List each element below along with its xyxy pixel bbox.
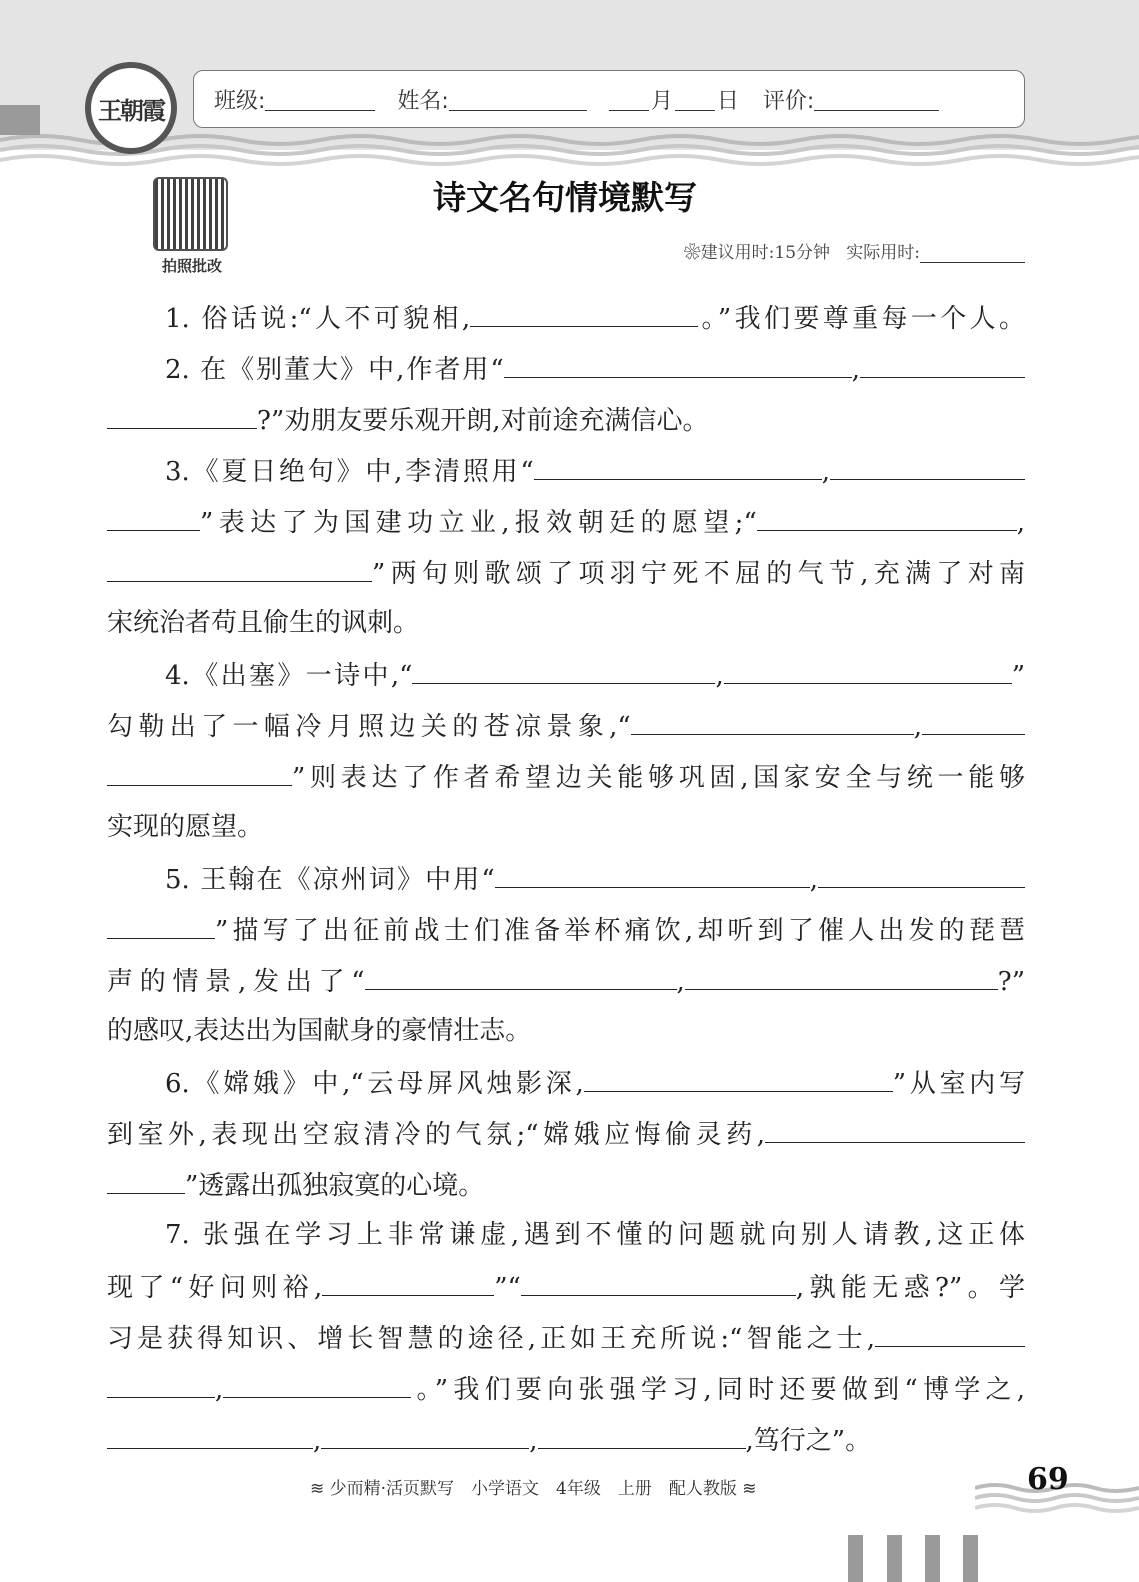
answer-blank[interactable] <box>724 649 1012 684</box>
answer-blank[interactable] <box>107 394 257 429</box>
line-text: ”则表达了作者希望边关能够巩固,国家安全与统一能够 <box>292 763 1025 793</box>
line-text: ”“ <box>494 1273 521 1303</box>
answer-blank[interactable] <box>495 853 810 888</box>
bottom-bar <box>925 1535 940 1582</box>
answer-blank[interactable] <box>922 700 1025 735</box>
line-text: ”描写了出征前战士们准备举杯痛饮,却听到了催人出发的琵琶 <box>215 916 1025 946</box>
text-line <box>107 1057 1025 1108</box>
qr-label: 拍照批改 <box>161 257 222 275</box>
line-text: , <box>809 865 818 895</box>
answer-blank[interactable] <box>107 1414 313 1449</box>
text-line <box>107 700 1025 751</box>
line-text: ?”劝朋友要乐观开朗,对前途充满信心。 <box>257 406 709 436</box>
text-line <box>107 649 1025 700</box>
text-line <box>107 343 1025 394</box>
answer-blank[interactable] <box>107 1159 185 1194</box>
line-text: 到室外,表现出空寂清冷的气氛;“嫦娥应悔偷灵药, <box>107 1120 765 1150</box>
line-text: 5. 王翰在《凉州词》中用“ <box>165 865 495 895</box>
answer-blank[interactable] <box>830 445 1025 480</box>
answer-blank[interactable] <box>818 853 1025 888</box>
text-line <box>107 1312 1025 1363</box>
bottom-bar <box>963 1535 978 1582</box>
line-text: 习是获得知识、增长智慧的途径,正如王充所说:“智能之士, <box>107 1324 875 1354</box>
answer-blank[interactable] <box>534 445 822 480</box>
answer-blank[interactable] <box>107 496 200 531</box>
line-text: 7. 张强在学习上非常谦虚,遇到不懂的问题就向别人请教,这正体 <box>165 1220 1025 1250</box>
text-line <box>107 1261 1025 1312</box>
line-text: 宋统治者苟且偷生的讽刺。 <box>107 608 420 638</box>
text-line <box>107 904 1025 955</box>
text-line <box>107 598 1025 649</box>
line-text: , <box>529 1426 538 1456</box>
rating-field[interactable] <box>814 88 939 111</box>
answer-blank[interactable] <box>107 751 292 786</box>
line-text: , <box>821 457 830 487</box>
header-wave-decoration <box>0 132 1139 168</box>
answer-blank[interactable] <box>521 1261 796 1296</box>
answer-blank[interactable] <box>321 1414 529 1449</box>
line-text: ” <box>1011 661 1025 691</box>
day-label: 日 <box>716 88 739 114</box>
footer-text: ≋ 少而精·活页默写 小学语文 4年级 上册 配人教版 ≋ <box>310 1479 757 1499</box>
text-line <box>107 751 1025 802</box>
logo-text: 王朝霞 <box>98 95 164 125</box>
time-info <box>684 238 1025 263</box>
answer-blank[interactable] <box>322 1261 494 1296</box>
answer-blank[interactable] <box>875 1312 1025 1347</box>
text-line <box>107 292 1025 343</box>
line-text: 4.《出塞》一诗中,“ <box>165 661 413 691</box>
line-text: , <box>1016 508 1025 538</box>
answer-blank[interactable] <box>584 1057 893 1092</box>
line-text: 现了“好问则裕, <box>107 1273 323 1303</box>
page-number: 69 <box>1027 1462 1069 1497</box>
class-label: 班级: <box>214 88 266 114</box>
line-text: 。”我们要尊重每一个人。 <box>698 304 1025 334</box>
line-text: , <box>715 661 724 691</box>
answer-blank[interactable] <box>538 1414 746 1449</box>
answer-blank[interactable] <box>860 343 1025 378</box>
text-line <box>107 955 1025 1006</box>
month-label: 月 <box>650 88 673 114</box>
month-field[interactable] <box>609 88 649 111</box>
rating-label: 评价: <box>762 88 815 114</box>
line-text: 声的情景,发出了“ <box>107 967 365 997</box>
text-line <box>107 1108 1025 1159</box>
text-line <box>107 445 1025 496</box>
line-text: 3.《夏日绝句》中,李清照用“ <box>165 457 534 487</box>
line-text: 勾勒出了一幅冷月照边关的苍凉景象,“ <box>107 712 631 742</box>
answer-blank[interactable] <box>631 700 914 735</box>
answer-blank[interactable] <box>223 1363 411 1398</box>
class-field[interactable] <box>265 88 375 111</box>
answer-blank[interactable] <box>470 292 698 327</box>
text-line <box>107 1159 1025 1210</box>
text-line <box>107 547 1025 598</box>
answer-blank[interactable] <box>765 1108 1025 1143</box>
brand-logo <box>85 62 177 154</box>
actual-time-field[interactable] <box>920 244 1025 263</box>
answer-blank[interactable] <box>685 955 998 990</box>
answer-blank[interactable] <box>107 547 372 582</box>
text-line <box>107 394 1025 445</box>
line-text: ”从室内写 <box>892 1069 1025 1099</box>
line-text: ?” <box>997 967 1025 997</box>
bottom-bar <box>848 1535 863 1582</box>
answer-blank[interactable] <box>107 904 215 939</box>
text-line <box>107 802 1025 853</box>
line-text: ,孰能无惑?”。学 <box>795 1273 1025 1303</box>
answer-blank[interactable] <box>504 343 852 378</box>
page-title: 诗文名句情境默写 <box>433 178 697 217</box>
line-text: , <box>913 712 922 742</box>
text-line <box>107 1414 1025 1465</box>
line-text: 2. 在《别董大》中,作者用“ <box>165 355 504 385</box>
text-line <box>107 1363 1025 1414</box>
actual-time-label: 实际用时: <box>846 243 920 263</box>
line-text: , <box>313 1426 322 1456</box>
line-text: 1. 俗话说:“人不可貌相, <box>165 304 471 334</box>
text-line <box>107 853 1025 904</box>
line-text: ”两句则歌颂了项羽宁死不屈的气节,充满了对南 <box>372 559 1025 589</box>
suggested-time: ❀建议用时:15分钟 <box>683 243 831 263</box>
text-line <box>107 1006 1025 1057</box>
line-text: ”表达了为国建功立业,报效朝廷的愿望;“ <box>200 508 757 538</box>
name-field[interactable] <box>449 88 587 111</box>
line-text: ,笃行之”。 <box>745 1426 872 1456</box>
answer-blank[interactable] <box>412 649 715 684</box>
line-text: ”透露出孤独寂寞的心境。 <box>185 1171 485 1201</box>
line-text: 6.《嫦娥》中,“云母屏风烛影深, <box>165 1069 584 1099</box>
line-text: , <box>676 967 685 997</box>
line-text: 实现的愿望。 <box>107 812 264 842</box>
answer-blank[interactable] <box>107 1363 215 1398</box>
name-label: 姓名: <box>397 88 449 114</box>
line-text: , <box>851 355 860 385</box>
text-line <box>107 1210 1025 1261</box>
side-tab <box>0 105 40 135</box>
student-info-box <box>193 70 1025 128</box>
line-text: , <box>215 1375 224 1405</box>
bottom-bar <box>887 1535 902 1582</box>
day-field[interactable] <box>675 88 715 111</box>
answer-blank[interactable] <box>365 955 677 990</box>
line-text: 。”我们要向张强学习,同时还要做到“博学之, <box>411 1375 1025 1405</box>
exercise-body <box>107 292 1025 1465</box>
answer-blank[interactable] <box>757 496 1017 531</box>
text-line <box>107 496 1025 547</box>
line-text: 的感叹,表达出为国献身的豪情壮志。 <box>107 1016 532 1046</box>
